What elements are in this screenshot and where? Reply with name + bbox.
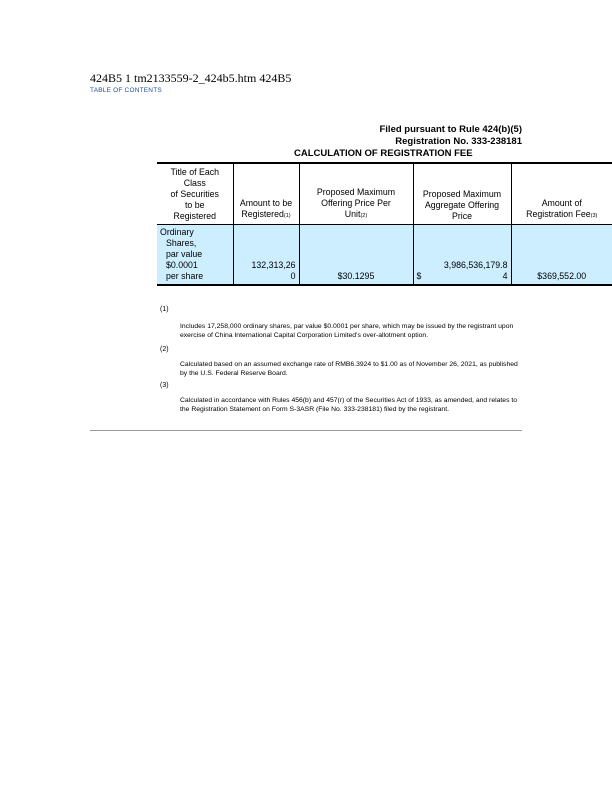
cell-registration-fee: $369,552.00 xyxy=(511,225,612,286)
cell-line: $0.0001 xyxy=(166,260,198,270)
header-line: Amount to be xyxy=(239,198,293,208)
table-row xyxy=(157,225,612,286)
registration-number: Registration No. 333-238181 xyxy=(395,136,522,147)
footnote-ref: (3) xyxy=(590,213,598,219)
table-of-contents-link[interactable]: TABLE OF CONTENTS xyxy=(90,87,162,94)
header-line: Offering Price Per xyxy=(321,198,391,208)
header-title-of-class xyxy=(157,163,233,225)
header-line: Proposed Maximum xyxy=(422,189,502,199)
footnote-text: Includes 17,258,000 ordinary shares, par value $0.0001 per share, which may be issued by the registrant upon exercise of China International Capital Corporation Limited’s over-allotment option. xyxy=(180,323,514,339)
cell-line: per share xyxy=(166,271,204,281)
header-line: Amount of xyxy=(541,198,582,208)
header-line: Registered xyxy=(173,211,217,221)
footnote-text: Calculated based on an assumed exchange rate of RMB6.3924 to $1.00 as of November 26, 2021, as published by the U.S. Federal Reserve Board. xyxy=(180,361,518,377)
footnote-number: (3) xyxy=(160,382,169,389)
cell-amount-registered xyxy=(233,225,299,286)
cell-line: 132,313,26 xyxy=(251,260,296,270)
table-header-row xyxy=(157,163,612,225)
header-line: Class xyxy=(183,178,206,188)
cell-security-title xyxy=(157,225,233,286)
header-line: Registered xyxy=(241,209,284,219)
cell-line: Shares, xyxy=(166,238,197,248)
header-line: Title of Each xyxy=(170,167,220,177)
footnote-ref: (2) xyxy=(360,213,368,219)
currency-symbol: $ xyxy=(416,271,422,281)
header-line: Price xyxy=(451,211,473,221)
cell-line: 4 xyxy=(502,271,508,281)
footnote-text: Calculated in accordance with Rules 456(b) and 457(r) of the Securities Act of 1933, as amended, and relates to the Registration Statement on Form S-3ASR (File No. 333-238181) filed by the registrant. xyxy=(180,397,518,413)
header-line: Registration Fee xyxy=(526,209,591,219)
footnote-ref: (1) xyxy=(283,213,291,219)
header-line: Aggregate Offering xyxy=(424,200,500,210)
document-header-line: 424B5 1 tm2133559-2_424b5.htm 424B5 xyxy=(90,71,292,85)
cell-line: Ordinary xyxy=(160,227,194,237)
cell-aggregate-price xyxy=(413,225,511,286)
fee-table-title: CALCULATION OF REGISTRATION FEE xyxy=(294,148,473,159)
cell-line: 0 xyxy=(290,271,296,281)
filing-rule: Filed pursuant to Rule 424(b)(5) xyxy=(379,124,522,135)
cell-line: par value xyxy=(166,249,203,259)
header-unit-price xyxy=(299,163,413,225)
footnote-number: (1) xyxy=(160,306,169,313)
cell-line: 3,986,536,179.8 xyxy=(443,260,508,270)
cell-unit-price: $30.1295 xyxy=(299,225,413,286)
footnote-number: (2) xyxy=(160,346,169,353)
header-line: Unit xyxy=(344,209,361,219)
header-amount-registered xyxy=(233,163,299,225)
registration-fee-table xyxy=(157,162,612,286)
header-line: to be xyxy=(184,200,205,210)
header-line: Proposed Maximum xyxy=(316,187,396,197)
header-aggregate-price xyxy=(413,163,511,225)
header-line: of Securities xyxy=(170,189,219,199)
page-divider xyxy=(90,430,522,431)
header-registration-fee xyxy=(511,163,612,225)
